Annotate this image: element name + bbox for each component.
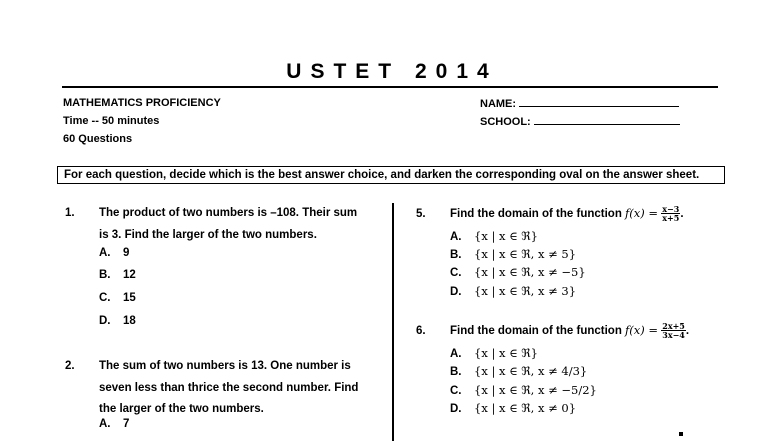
function-notation: f(x) = <box>625 206 659 220</box>
option-letter: D. <box>450 286 462 298</box>
option-text: {x | x ∈ ℜ, x ≠ 0} <box>474 401 577 415</box>
answer-option[interactable] <box>99 289 136 307</box>
question-number: 6. <box>416 325 426 337</box>
exam-time: Time -- 50 minutes <box>63 115 160 127</box>
option-letter: D. <box>450 403 462 415</box>
answer-option[interactable] <box>450 245 576 264</box>
option-letter: A. <box>450 348 462 360</box>
option-text: 7 <box>123 418 130 430</box>
fraction <box>661 322 686 339</box>
name-label: NAME: <box>480 98 517 110</box>
question-6 <box>416 319 689 342</box>
name-blank[interactable] <box>519 96 679 107</box>
question-5 <box>416 202 684 225</box>
option-text: {x | x ∈ ℜ, x ≠ 4/3} <box>474 364 588 378</box>
answer-option[interactable] <box>99 244 129 262</box>
exam-question-count: 60 Questions <box>63 133 133 145</box>
option-letter: C. <box>450 385 462 397</box>
column-divider <box>392 203 394 441</box>
option-letter: C. <box>99 292 111 304</box>
question-2-line-3: the larger of the two numbers. <box>99 403 264 415</box>
question-2-line-2: seven less than thrice the second number. Find <box>99 382 359 394</box>
option-letter: A. <box>99 418 111 430</box>
exam-subject: MATHEMATICS PROFICIENCY <box>63 97 221 109</box>
name-field[interactable] <box>480 96 679 111</box>
title-rule <box>62 86 718 88</box>
option-letter: D. <box>99 315 111 327</box>
fraction-denominator: x+5 <box>662 213 680 224</box>
option-letter: A. <box>99 247 111 259</box>
exam-title: USTET 2014 <box>286 60 498 83</box>
question-2 <box>65 355 351 377</box>
school-blank[interactable] <box>534 114 680 125</box>
answer-option[interactable] <box>450 263 586 282</box>
option-text: 9 <box>123 247 130 259</box>
question-1 <box>65 202 357 224</box>
question-suffix: . <box>685 325 690 337</box>
answer-option[interactable] <box>450 344 538 363</box>
answer-option[interactable] <box>99 266 136 284</box>
option-text: 12 <box>123 269 136 281</box>
option-letter: B. <box>99 269 111 281</box>
question-number: 2. <box>65 360 75 372</box>
fraction-denominator: 3x−4 <box>662 330 685 341</box>
answer-option[interactable] <box>99 312 136 330</box>
fraction <box>661 205 680 222</box>
question-suffix: . <box>680 208 684 220</box>
option-letter: B. <box>450 249 462 261</box>
option-letter: A. <box>450 231 462 243</box>
function-notation: f(x) = <box>625 323 659 337</box>
answer-option[interactable] <box>450 381 597 400</box>
option-text: 18 <box>123 315 136 327</box>
answer-option[interactable] <box>99 415 129 433</box>
question-number: 5. <box>416 208 426 220</box>
question-text-line: The product of two numbers is –108. Their sum <box>99 207 358 219</box>
question-1-line-2: is 3. Find the larger of the two numbers. <box>99 229 317 241</box>
school-label: SCHOOL: <box>480 116 531 128</box>
question-text: Find the domain of the function <box>450 208 622 220</box>
instructions-box: For each question, decide which is the best answer choice, and darken the corresponding oval on the answer sheet. <box>57 166 725 184</box>
question-text: Find the domain of the function <box>450 325 622 337</box>
option-text: {x | x ∈ ℜ, x ≠ 3} <box>474 284 577 298</box>
option-letter: B. <box>450 366 462 378</box>
page-mark <box>679 432 683 436</box>
option-text: {x | x ∈ ℜ} <box>474 229 538 243</box>
option-text: 15 <box>123 292 136 304</box>
fraction-numerator: x−3 <box>662 204 680 215</box>
option-text: {x | x ∈ ℜ, x ≠ −5} <box>474 265 586 279</box>
answer-option[interactable] <box>450 362 587 381</box>
option-text: {x | x ∈ ℜ, x ≠ 5} <box>474 247 577 261</box>
option-letter: C. <box>450 267 462 279</box>
question-number: 1. <box>65 207 75 219</box>
answer-option[interactable] <box>450 399 576 418</box>
option-text: {x | x ∈ ℜ} <box>474 346 538 360</box>
answer-option[interactable] <box>450 282 576 301</box>
option-text: {x | x ∈ ℜ, x ≠ −5/2} <box>474 383 597 397</box>
question-text-line: The sum of two numbers is 13. One number is <box>99 360 351 372</box>
fraction-numerator: 2x+5 <box>662 321 685 332</box>
answer-option[interactable] <box>450 227 538 246</box>
school-field[interactable] <box>480 114 680 129</box>
